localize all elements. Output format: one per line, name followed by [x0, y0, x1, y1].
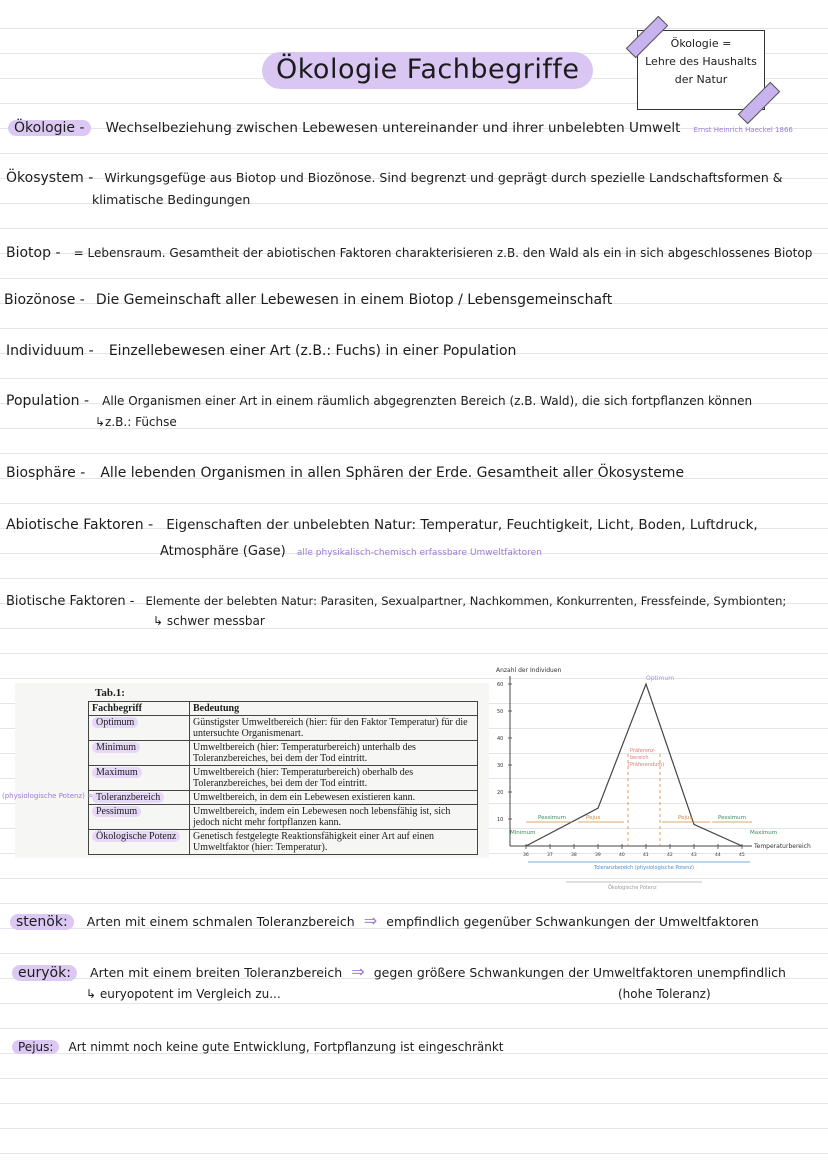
term-label: Pessimum — [92, 806, 141, 817]
entry-euryoek — [12, 962, 786, 981]
entry-population-cont: ↳z.B.: Füchse — [95, 415, 177, 429]
tolerance-label: Toleranzbereich (physiologische Potenz) — [594, 865, 694, 871]
ecological-label: Ökologische Potenz — [608, 885, 657, 891]
terms-table — [88, 701, 478, 855]
maximum-label: Maximum — [750, 830, 778, 836]
entry-term: Individuum - — [6, 343, 94, 359]
entry-oekosystem — [6, 167, 783, 186]
arrow-icon: ⇒ — [351, 962, 365, 981]
tolerance-chart — [490, 662, 828, 892]
entry-text-2: Atmosphäre (Gase) — [160, 544, 286, 559]
definition-line-1: Ökologie = — [670, 37, 732, 50]
arrow-icon: ⇒ — [363, 911, 378, 930]
entry-biotop — [6, 242, 812, 261]
entry-term: Biosphäre - — [6, 465, 86, 481]
entry-note: Ernst Heinrich Haeckel 1866 — [693, 126, 793, 134]
term-label: Ökologische Potenz — [92, 831, 180, 842]
entry-note: alle physikalisch-chemisch erfassbare Umweltfaktoren — [296, 548, 542, 558]
pessimum-right-label: Pessimum — [718, 815, 746, 821]
definition-line-2: Lehre des Haushalts — [645, 55, 757, 68]
table-cell-meaning: Umweltbereich (hier: Temperaturbereich) unterhalb des Toleranzbereiches, bei dem der Tod eintritt. — [190, 741, 478, 766]
entry-biosphaere — [6, 462, 684, 481]
entry-text: Die Gemeinschaft aller Lebewesen in einem Biotop / Lebensgemeinschaft — [95, 292, 613, 308]
entry-text: Wirkungsgefüge aus Biotop und Biozönose. Sind begrenzt und geprägt durch spezielle Landschaftsformen & — [104, 170, 783, 185]
table-row — [89, 830, 478, 855]
entry-text: Art nimmt noch keine gute Entwicklung, Fortpflanzung ist eingeschränkt — [68, 1040, 504, 1054]
table-caption: Tab.1: — [95, 687, 125, 699]
table-cell-term — [89, 716, 190, 741]
entry-term: Biotop - — [6, 245, 61, 261]
table-side-note: (physiologische Potenz) = — [2, 792, 93, 800]
table-cell-meaning: Genetisch festgelegte Reaktionsfähigkeit einer Art auf einen Umweltfaktor (hier: Temperatur). — [190, 830, 478, 855]
entry-biotische-cont: ↳ schwer messbar — [153, 614, 265, 628]
entry-text: Wechselbeziehung zwischen Lebewesen untereinander und ihrer unbelebten Umwelt — [105, 120, 681, 136]
table-cell-term — [89, 805, 190, 830]
preferendum-label-3: (Präferendum) — [628, 762, 665, 768]
table-cell-meaning: Umweltbereich, indem ein Lebewesen noch lebensfähig ist, sich jedoch nicht mehr fortpflanzen kann. — [190, 805, 478, 830]
pejus-left-label: Pejus — [586, 815, 601, 821]
entry-term: Abiotische Faktoren - — [6, 517, 154, 533]
page-title: Ökologie Fachbegriffe — [262, 52, 593, 89]
entry-pejus — [12, 1036, 504, 1055]
entry-text: = Lebensraum. Gesamtheit der abiotischen Faktoren charakterisieren z.B. den Wald als ein in sich abgeschlossenes Biotop — [73, 246, 813, 260]
table-cell-term — [89, 766, 190, 791]
x-tick-label: 44 — [715, 853, 721, 858]
optimum-label: Optimum — [646, 675, 675, 682]
x-tick-label: 42 — [667, 853, 673, 858]
term-label: Maximum — [92, 767, 142, 778]
x-tick-label: 40 — [619, 853, 625, 858]
x-tick-label: 36 — [523, 853, 529, 858]
pessimum-left-label: Pessimum — [538, 815, 566, 821]
entry-text: Alle Organismen einer Art in einem räumlich abgegrenzten Bereich (z.B. Wald), die sich fortpflanzen können — [102, 394, 753, 408]
entry-term: euryök: — [12, 965, 77, 981]
table-cell-meaning: Umweltbereich (hier: Temperaturbereich) oberhalb des Toleranzbereiches, bei dem der Tod eintritt. — [190, 766, 478, 791]
chart-xlabel: Temperaturbereich — [754, 843, 811, 850]
x-tick-label: 39 — [595, 853, 601, 858]
entry-euryoek-note: (hohe Toleranz) — [618, 987, 711, 1001]
entry-text: Einzellebewesen einer Art (z.B.: Fuchs) in einer Population — [108, 343, 517, 359]
preferendum-label-1: Präferenz- — [630, 748, 656, 754]
entry-abiotische-faktoren — [6, 514, 758, 533]
entry-result: empfindlich gegenüber Schwankungen der Umweltfaktoren — [386, 914, 759, 929]
entry-term: Ökosystem - — [6, 170, 94, 186]
table-header: Fachbegriff — [89, 702, 190, 716]
entry-text: Elemente der belebten Natur: Parasiten, Sexualpartner, Nachkommen, Konkurrenten, Fressfeinde, Symbionten; — [145, 594, 787, 608]
table-row — [89, 716, 478, 741]
entry-biozoenose — [4, 289, 612, 308]
x-tick-label: 43 — [691, 853, 697, 858]
x-tick-label: 38 — [571, 853, 577, 858]
entry-term: Biozönose - — [4, 292, 85, 308]
chart-ylabel: Anzahl der Individuen — [496, 667, 562, 674]
preferendum-label-2: bereich — [630, 755, 649, 761]
entry-euryoek-cont: ↳ euryopotent im Vergleich zu... — [86, 987, 281, 1001]
table-row — [89, 805, 478, 830]
entry-term: Ökologie - — [8, 120, 91, 136]
y-tick-label: 20 — [497, 790, 504, 796]
entry-population — [6, 390, 752, 409]
entry-oekologie — [8, 117, 793, 136]
entry-term: Pejus: — [12, 1040, 59, 1054]
term-label: Minimum — [92, 742, 140, 753]
table-cell-term — [89, 830, 190, 855]
table-cell-meaning: Umweltbereich, in dem ein Lebewesen existieren kann. — [190, 791, 478, 805]
entry-text: Alle lebenden Organismen in allen Sphären der Erde. Gesamtheit aller Ökosysteme — [100, 465, 685, 481]
entry-term: stenök: — [10, 914, 74, 930]
y-tick-label: 50 — [497, 709, 504, 715]
y-tick-label: 30 — [497, 763, 504, 769]
entry-term: Population - — [6, 393, 90, 409]
y-tick-label: 40 — [497, 736, 504, 742]
entry-term: Biotische Faktoren - — [6, 594, 135, 609]
table-row — [89, 741, 478, 766]
x-tick-label: 45 — [739, 853, 745, 858]
y-tick-label: 10 — [497, 817, 504, 823]
definition-box — [637, 30, 765, 110]
entry-text: Eigenschaften der unbelebten Natur: Temperatur, Feuchtigkeit, Licht, Boden, Luftdruck, — [166, 517, 758, 533]
y-tick-label: 60 — [497, 682, 504, 688]
table-cell-meaning: Günstigster Umweltbereich (hier: für den Faktor Temperatur) für die untersuchte Organismenart. — [190, 716, 478, 741]
entry-abiotische-cont — [160, 540, 542, 559]
x-tick-label: 37 — [547, 853, 553, 858]
entry-biotische-faktoren — [6, 590, 786, 609]
term-label: Toleranzbereich — [92, 792, 164, 803]
table-row — [89, 766, 478, 791]
entry-text: Arten mit einem schmalen Toleranzbereich — [86, 914, 355, 929]
definition-line-3: der Natur — [674, 73, 728, 86]
table-cell-term — [89, 791, 190, 805]
x-tick-label: 41 — [643, 853, 649, 858]
minimum-label: Minimum — [510, 830, 536, 836]
term-label: Optimum — [92, 717, 138, 728]
table-cell-term — [89, 741, 190, 766]
entry-stenoek — [10, 911, 759, 930]
entry-result: gegen größere Schwankungen der Umweltfaktoren unempfindlich — [373, 965, 786, 980]
table-row — [89, 791, 478, 805]
pejus-right-label: Pejus — [678, 815, 693, 821]
table-header-row — [89, 702, 478, 716]
table-header: Bedeutung — [190, 702, 478, 716]
entry-individuum — [6, 340, 516, 359]
terms-table-panel — [15, 683, 489, 858]
entry-oekosystem-cont: klimatische Bedingungen — [92, 192, 251, 207]
entry-text: Arten mit einem breiten Toleranzbereich — [90, 965, 343, 980]
